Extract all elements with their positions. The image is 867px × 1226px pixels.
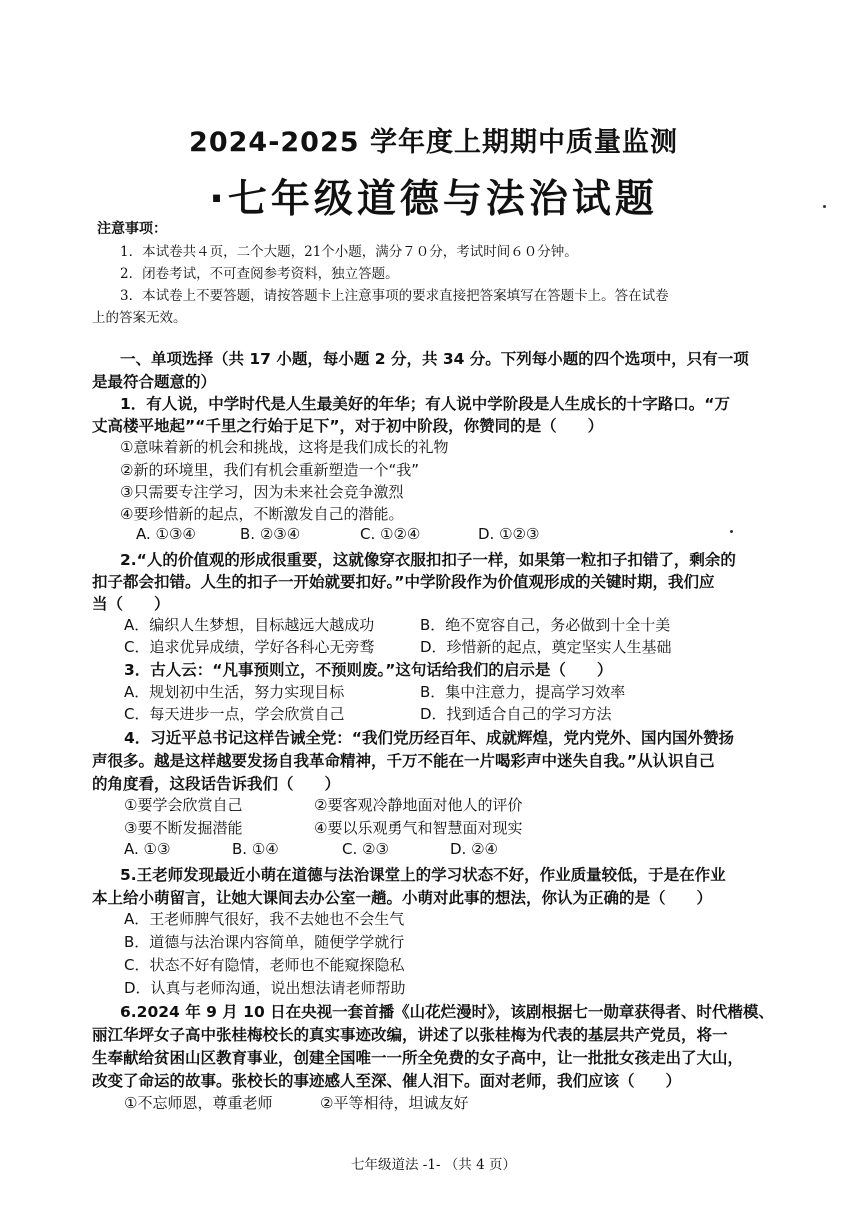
question-4-stem: 4．习近平总书记这样告诫全党：“我们党历经百年、成就辉煌，党内党外、国内国外赞扬 [124, 729, 734, 747]
q1-option-b: B. ②③④ [240, 525, 301, 543]
page-footer: 七年级道法 -1- （共 4 页） [351, 1157, 516, 1173]
q2-option-b: B．绝不宽容自己，务必做到十全十美 [420, 616, 671, 634]
question-3-stem: 3．古人云：“凡事预则立，不预则废。”这句话给我们的启示是（ ） [124, 661, 613, 679]
q1-statement: ④要珍惜新的起点，不断激发自己的潜能。 [120, 505, 404, 523]
q6-statement: ①不忘师恩，尊重老师 [124, 1094, 273, 1112]
notice-item: 上的答案无效。 [92, 310, 187, 326]
q4-statement: ③要不断发掘潜能 [124, 819, 243, 837]
q1-statement: ②新的环境里，我们有机会重新塑造一个“我” [120, 461, 419, 479]
q1-statement: ③只需要专注学习，因为未来社会竞争激烈 [120, 483, 404, 501]
q1-statement: ①意味着新的机会和挑战，这将是我们成长的礼物 [120, 438, 449, 456]
q6-statement: ②平等相待，坦诚友好 [320, 1094, 469, 1112]
notice-item: 2．闭卷考试，不可查阅参考资料，独立答题。 [120, 266, 399, 282]
q2-option-d: D．珍惜新的起点，奠定坚实人生基础 [420, 638, 672, 656]
q4-option-a: A. ①③ [124, 840, 171, 858]
question-2-stem: 扣子都会扣错。人生的扣子一开始就要扣好。”中学阶段作为价值观形成的关键时期，我们应 [92, 573, 715, 591]
exam-title-line2: ·七年级道德与法治试题 [209, 177, 658, 222]
section-heading: 一、单项选择（共 17 小题，每小题 2 分，共 34 分。下列每小题的四个选项中，只有一项 [120, 350, 749, 368]
exam-title-line1: 2024-2025 学年度上期期中质量监测 [189, 127, 678, 158]
q2-option-a: A．编织人生梦想，目标越远大越成功 [124, 616, 375, 634]
question-4-stem: 声很多。越是这样越要发扬自我革命精神，千万不能在一片喝彩声中迷失自我。”从认识自己 [92, 752, 715, 770]
question-6-stem: 丽江华坪女子高中张桂梅校长的真实事迹改编，讲述了以张桂梅为代表的基层共产党员，将一 [92, 1026, 728, 1044]
question-2-stem: 当（ ） [92, 595, 170, 613]
question-5-stem: 本上给小萌留言，让她大课间去办公室一趟。小萌对此事的想法，你认为正确的是（ ） [92, 889, 713, 907]
question-6-stem: 改变了命运的故事。张校长的事迹感人至深、催人泪下。面对老师，我们应该（ ） [92, 1072, 682, 1090]
question-1-stem: 丈高楼平地起”“千里之行始于足下”，对于初中阶段，你赞同的是（ ） [92, 417, 604, 435]
q3-option-a: A．规划初中生活，努力实现目标 [124, 683, 345, 701]
q4-statement: ①要学会欣赏自己 [124, 796, 243, 814]
section-heading: 是最符合题意的） [92, 373, 217, 391]
question-6-stem: 6.2024 年 9 月 10 日在央视一套首播《山花烂漫时》，该剧根据七一勋章获得者、时代楷模、 [120, 1003, 774, 1021]
q4-statement: ②要客观冷静地面对他人的评价 [314, 796, 523, 814]
q1-option-a: A. ①③④ [136, 525, 196, 543]
q4-statement: ④要以乐观勇气和智慧面对现实 [314, 819, 523, 837]
scan-mark [730, 530, 733, 533]
q1-option-d: D. ①②③ [478, 525, 540, 543]
notice-item: 1．本试卷共４页，二个大题，21个小题，满分７０分，考试时间６０分钟。 [120, 244, 578, 260]
question-1-stem: 1．有人说，中学时代是人生最美好的年华；有人说中学阶段是人生成长的十字路口。“万 [120, 395, 730, 413]
q5-option-d: D．认真与老师沟通，说出想法请老师帮助 [124, 979, 406, 997]
question-4-stem: 的角度看，这段话告诉我们（ ） [92, 775, 341, 793]
notice-item: 3．本试卷上不要答题，请按答题卡上注意事项的要求直接把答案填写在答题卡上。答在试卷 [120, 288, 669, 304]
q5-option-c: C．状态不好有隐情，老师也不能窥探隐私 [124, 956, 405, 974]
q1-option-c: C. ①②④ [360, 525, 421, 543]
q5-option-a: A．王老师脾气很好，我不去她也不会生气 [124, 910, 405, 928]
question-2-stem: 2.“人的价值观的形成很重要，这就像穿衣服扣扣子一样，如果第一粒扣子扣错了，剩余的 [120, 551, 736, 569]
question-6-stem: 生奉献给贫困山区教育事业，创建全国唯一一所全免费的女子高中，让一批批女孩走出了大山， [92, 1049, 744, 1067]
q3-option-b: B．集中注意力，提高学习效率 [420, 683, 626, 701]
q2-option-c: C．追求优异成绩，学好各科心无旁骛 [124, 638, 375, 656]
question-5-stem: 5.王老师发现最近小萌在道德与法治课堂上的学习状态不好，作业质量较低，于是在作业 [120, 866, 726, 884]
q4-option-c: C. ②③ [342, 840, 389, 858]
q3-option-d: D．找到适合自己的学习方法 [420, 705, 612, 723]
q4-option-b: B. ①④ [232, 840, 279, 858]
q4-option-d: D. ②④ [450, 840, 498, 858]
q3-option-c: C．每天进步一点，学会欣赏自己 [124, 705, 345, 723]
notice-heading: 注意事项： [97, 221, 167, 237]
q5-option-b: B．道德与法治课内容简单，随便学学就行 [124, 933, 405, 951]
